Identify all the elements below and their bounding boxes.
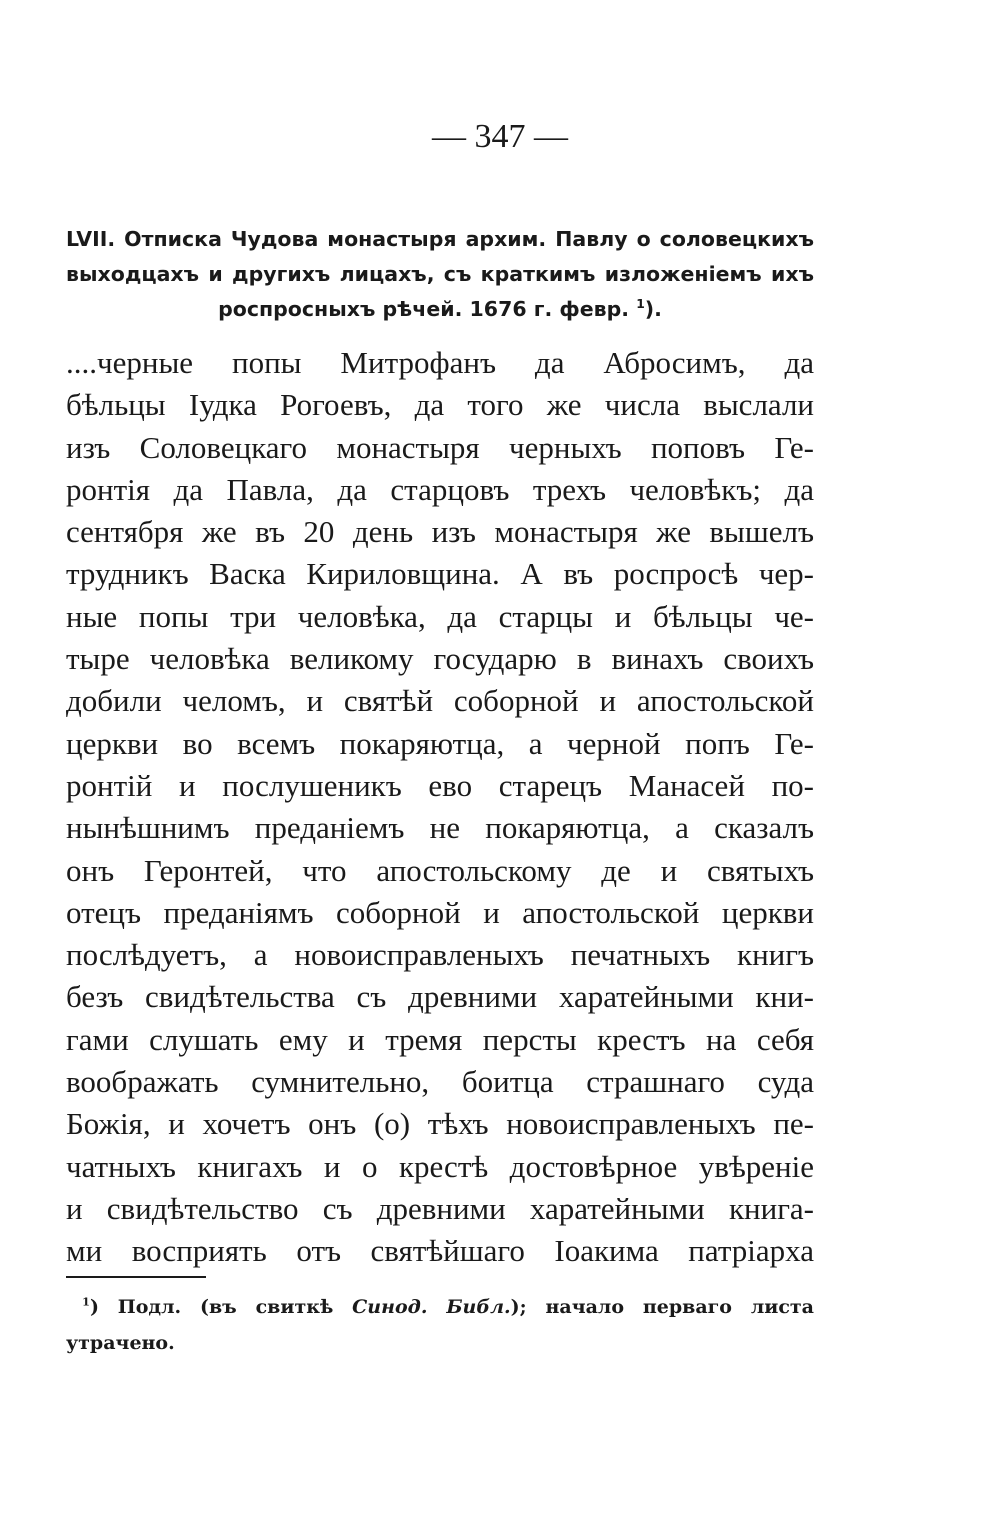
text-line: ные попы три человѣка, да старцы и бѣльцы че- [66,598,814,634]
footnote-text: ); начало перваго листа [510,1296,814,1318]
text-line: ми восприять отъ святѣйшаго Іоакима патрiарха [66,1233,814,1269]
footnote [66,1289,814,1361]
heading-line [66,292,814,327]
text-line: воображать сумнительно, боитца страшнаго суда [66,1064,814,1100]
text-line: Божiя, и хочетъ онъ (о) тѣхъ новоисправленыхъ пе- [66,1106,814,1142]
heading-line: LVII. Отписка Чудова монастыря архим. Павлу о соловецкихъ [66,227,814,251]
document-heading [66,222,814,327]
text-line: трудникъ Васка Кириловщина. А въ роспросѣ чер- [66,556,814,592]
footnote-marker: 1 [82,1294,90,1309]
text-line: ронтiя да Павла, да старцовъ трехъ человѣкъ; да [66,471,814,507]
text-line: ронтiй и послушеникъ ево старецъ Манасей по- [66,767,814,803]
page-number: — 347 — [432,118,568,155]
text-line: церкви во всемъ покаряютца, а черной попъ Ге- [66,725,814,761]
footnote-line [66,1289,814,1325]
text-line: послѣдуетъ, а новоисправленыхъ печатныхъ книгъ [66,937,814,973]
footnote-text: ) Подл. (въ свиткѣ [89,1296,353,1318]
text-line: отецъ преданiямъ соборной и апостольской церкви [66,894,814,930]
heading-line-text: роспросныхъ рѣчей. 1676 г. февр. [218,297,630,321]
text-line: чатныхъ книгахъ и о крестѣ достовѣрное увѣренiе [66,1148,814,1184]
footnote-divider [66,1276,206,1278]
text-line: безъ свидѣтельства съ древними харатейными кни- [66,979,814,1015]
text-line: тыре человѣка великому государю в винахъ своихъ [66,641,814,677]
text-line: онъ Геронтей, что апостольскому де и святыхъ [66,852,814,888]
footnote-source-title: Синод. Библ. [352,1296,511,1318]
text-line: добили челомъ, и святѣй соборной и апостольской [66,683,814,719]
heading-line: выходцахъ и другихъ лицахъ, съ краткимъ изложенiемъ ихъ [66,262,814,286]
footnote-line: утрачено. [66,1332,175,1354]
heading-closing: ). [644,297,662,321]
text-line: гами слушать ему и тремя персты крестъ на себя [66,1021,814,1057]
text-line: бѣльцы Іудка Рогоевъ, да того же числа выслали [66,387,814,423]
body-text [66,342,814,1273]
text-line: сентября же въ 20 день изъ монастыря же вышелъ [66,514,814,550]
text-line: ....черные попы Митрофанъ да Абросимъ, да [66,345,814,380]
text-line: и свидѣтельство съ древними харатейными книга- [66,1190,814,1226]
text-line: изъ Соловецкаго монастыря черныхъ поповъ Ге- [66,429,814,465]
text-line: нынѣшнимъ преданiемъ не покаряютца, а сказалъ [66,810,814,846]
footnote-reference: 1 [636,297,645,312]
